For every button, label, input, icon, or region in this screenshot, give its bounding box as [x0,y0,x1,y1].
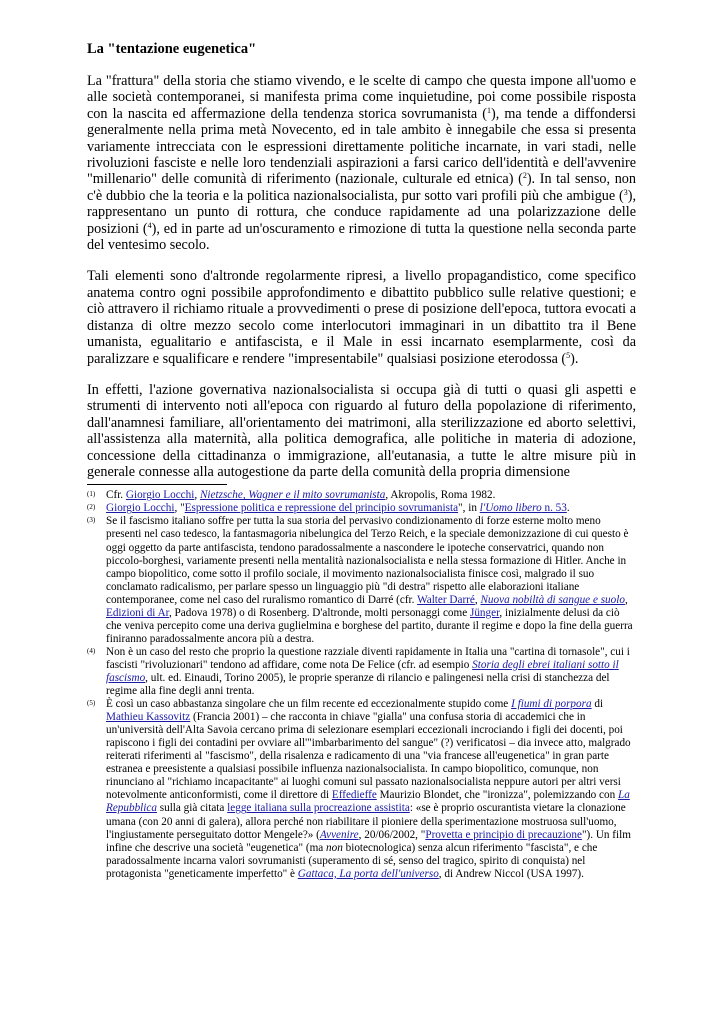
link-article[interactable]: Provetta e principio di precauzione [425,828,582,841]
text-run: , [624,593,628,606]
text-run: . [566,502,570,515]
text-run: , di Andrew Niccol (USA 1997). [438,867,584,880]
text-run: ). In tal senso, non c'è dubbio che la teoria e la politica nazionalsocialista, pur sotto vari profili più che ambigue ( [87,171,636,204]
text-run: Tali elementi sono d'altronde regolarmente ripresi, a livello propagandistico, come specifico anatema contro ogni possibile approfondimento e dibattito pubblico sulle relative questioni; e ciò attravero il richiamo rituale a provvedimenti o prese di posizione dell'epoca, tuttora evocati a distanza di oltre mezzo secolo come interlocutori immaginari in un dibattito tra il Bene umanista, egualitario e antifascista, e il Male in essi incarnato esemplarmente, così da paralizzare e squalificare e rendere "impresentabile" qualsiasi posizione eterodossa ( [87,268,636,367]
link-journal[interactable]: l'Uomo libero [479,502,542,515]
link-avvenire[interactable]: Avvenire [319,828,359,841]
footnote-number: (1) [87,490,96,499]
footnote-number: (4) [87,646,96,655]
footnote-ref-2[interactable]: 2 [522,171,527,181]
link-author[interactable]: Giorgio Locchi [106,502,175,515]
text-run: , [474,593,481,606]
paragraph-1 [87,73,636,253]
footnote-1 [87,489,636,502]
text-run: : «se è proprio oscurantista vietare la clonazione umana (con 20 anni di galera), allora perché non riabilitare il pioniere della sperimentazione mostruosa sull'uomo, l'ingiustamente perseguitato dottor Mengele?» ( [106,802,626,841]
text-run: ). [570,350,579,367]
link-book[interactable]: Nuova nobiltà di sangue e suolo [480,593,625,606]
footnote-ref-5[interactable]: 5 [566,350,571,360]
text-run: , Padova 1978) o di Rosenberg. D'altronde, molti personaggi come [168,606,470,619]
text-run: ), ma tende a diffondersi generalmente nella prima metà Novecento, ed in tale ambito è innegabile che essa si presenta variamente intrecciata con le espressioni direttamente politiche incarnate, in vari stadi, nelle rivoluzioni fasciste e nelle loro tendenziali aspirazioni a farsi carico dell'identità e dell'avvenire "millenario" delle comunità di riferimento (nazionale, culturale ed etnica) ( [87,105,636,188]
text-run: , ult. ed. Einaudi, Torino 2005), le proprie speranze di rilancio e palingenesi nella crisi di stanchezza del regime alla fine degli anni trenta. [106,672,610,698]
link-effedieffe[interactable]: Effedieffe [331,789,377,802]
link-essay[interactable]: Espressione politica e repressione del principio sovrumanista [184,502,459,515]
link-law[interactable]: legge italiana sulla procreazione assistita [227,802,410,815]
paragraph-3: In effetti, l'azione governativa nazionalsocialista si occupa già di tutti o quasi gli aspetti e strumenti di intervento noti all'epoca con riguardo al futuro della popolazione di riferimento, dall'anamnesi familiare, all'orientamento dei matrimoni, alla sterilizzazione ed aborto selettivi, all'assistenza alla maternità, alla politica demografica, alle politiche in materia di adozione, concessione della cittadinanza o immigrazione, all'eutanasia, a tutte le altre misure più in generale connesse alla autogestione da parte della comunità della propria dimensione [87,381,636,480]
link-film[interactable]: I fiumi di porpora [511,698,592,711]
footnote-4 [87,646,636,698]
text-run: È così un caso abbastanza singolare che un film recente ed eccezionalmente stupido come [106,698,512,711]
link-book[interactable]: Nietzsche, Wagner e il mito sovrumanista [199,489,386,502]
text-run: Non è un caso del resto che proprio la questione razziale diventi rapidamente in Italia una "cartina di tornasole", cui i fascisti "rivoluzionari" tendono ad affidare, come nota De Felice (cfr. ad esempio [106,645,630,671]
text-run: sulla già citata [156,802,228,815]
link-issue[interactable]: n. 53 [541,502,567,515]
footnote-separator [87,484,227,485]
text-run: , [194,489,200,502]
document-title: La "tentazione eugenetica" [87,41,257,57]
paragraph-2 [87,268,636,366]
footnote-number: (3) [87,516,96,525]
footnotes [87,489,636,880]
text-run: non [326,841,343,854]
footnote-number: (2) [87,503,96,512]
link-junger[interactable]: Jünger [469,606,500,619]
text-run: , Akropolis, Roma 1982. [385,489,496,502]
text-run: , 20/06/2002, " [358,828,426,841]
text-run: (Francia 2001) – che racconta in chiave "gialla" una confusa storia di accademici che in un'università dell'Alta Savoia cercano prima di selezionare esemplari eccezionali incrociando i figli dei docenti, poi rapiscono i figli dei contadini per ovviare all'"imbarbarimento del sangue" (?) verificatosi – dia invece atto, malgrado reiterati riferimenti al "fascismo", della risalenza e radicamento di una "via francese all'eugenetica" in gran parte estranea e preesistente a qualsiasi possibile influenza nazionalsocialista. In campo biopolitico, comunque, non rinunciano al "richiamo incapacitante" ai luoghi comuni sul passato nazionalsocialista neppure autori per altri versi notevolmente anticonformisti, come il direttore di [106,711,631,802]
link-film[interactable]: Gattaca, La porta dell'universo [297,867,439,880]
text-run: biotecnologica) senza alcun riferimento "fascista", e che paradossalmente incarna valori sovrumanisti (superamento di sé, senso del tragico, spirito di conquista) nel protagonista "geneticamente imperfetto" è [106,841,598,880]
link-walter-darre[interactable]: Walter Darré [417,593,475,606]
text-run: di [591,698,604,711]
text-run: , " [174,502,185,515]
text-run: Maurizio Blondet, che "ironizza", polemizzando con [376,789,619,802]
footnote-number: (5) [87,699,96,708]
link-publisher[interactable]: Edizioni di Ar [106,606,169,619]
footnote-5 [87,698,636,881]
text-run: Cfr. [106,489,126,502]
text-run: Se il fascismo italiano soffre per tutta la sua storia del pervasivo condizionamento di forze esterne molto meno presenti nel caso tedesco, la fantasmagoria nibelungica del Terzo Reich, e la speciale demonizzazione di cui questo è oggi oggetto da parte antifascista, tendono paradossalmente a nascondere le ipoteche conservatrici, quando non piccolo-borghesi, variamente presenti nella mentalità nazionalsocialista e nella stessa formazione di Hitler. Anche in campo biopolitico, come sotto il profilo sociale, il movimento nazionalsocialista finisce così, malgrado il suo conclamato radicalismo, per parlare spesso un linguaggio più "di destra" rispetto alle elaborazioni italiane contemporanee, come nel caso del ruralismo romantico di Darré (cfr. [106,515,629,606]
footnote-3 [87,515,636,645]
footnote-ref-4[interactable]: 4 [147,220,152,230]
link-la-repubblica[interactable]: La Repubblica [106,789,630,815]
text-run: ), ed in parte ad un'oscuramento e rimozione di tutta la questione nella seconda parte del ventesimo secolo. [87,220,636,254]
footnote-2 [87,502,636,515]
text-run: "). Un film infine che descrive una società "eugenetica" (ma [106,828,631,854]
text-run: ", in [458,502,480,515]
document-page [87,40,636,881]
link-director[interactable]: Mathieu Kassovitz [106,711,191,724]
footnote-ref-1[interactable]: 1 [487,105,492,115]
footnote-ref-3[interactable]: 3 [623,187,628,197]
link-book[interactable]: Storia degli ebrei italiani sotto il fascismo [106,658,619,684]
text-run: , inizialmente delusi da ciò che veniva percepito come una deriva guglielmina e borghese del partito, durante il regime e dopo la fine della guerra finiranno paradossalmente ancora più a destra. [106,606,633,645]
text-run: ), rappresentano un punto di rottura, che conduce rapidamente ad una polarizzazione delle posizioni ( [87,187,636,237]
text-run: La "frattura" della storia che stiamo vivendo, e le scelte di campo che questa impone all'uomo e alle società contemporanei, si manifesta prima come inquietudine, poi come possibile risposta con la nascita ed affermazione della tendenza storica sovrumanista ( [87,73,636,122]
link-author[interactable]: Giorgio Locchi [125,489,195,502]
